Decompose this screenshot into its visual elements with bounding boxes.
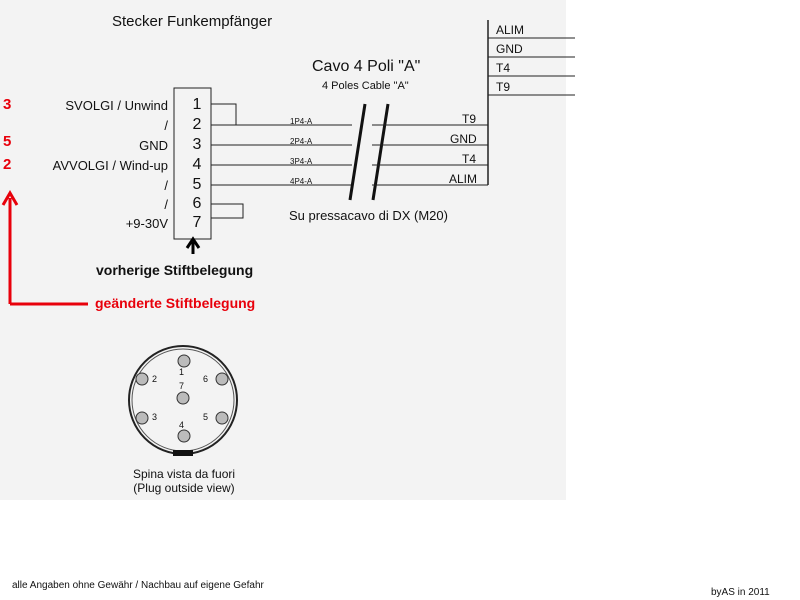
plug-pin-7 (177, 392, 189, 404)
plug-number-6: 6 (203, 374, 209, 384)
wire-signal-3: T4 (462, 152, 477, 166)
pin-number-4: 4 (192, 156, 202, 173)
new-pin-number-4: 2 (3, 156, 12, 173)
wire-code-3: 3P4-A (290, 157, 313, 166)
pin-label-6: / (164, 197, 168, 212)
pin-number-1: 1 (192, 96, 202, 113)
plug-pin-1 (178, 355, 190, 367)
terminal-label-1: ALIM (496, 23, 525, 37)
wire-signal-1: T9 (462, 112, 477, 126)
wire-code-2: 2P4-A (290, 137, 313, 146)
wire-path-1 (211, 104, 352, 125)
pin-number-3: 3 (192, 136, 202, 153)
plug-number-7: 7 (179, 381, 185, 391)
plug-pin-5 (216, 412, 228, 424)
pin-label-3: GND (139, 138, 168, 153)
pin-number-5: 5 (192, 176, 202, 193)
terminal-label-4: T9 (496, 80, 511, 94)
pin-label-1: SVOLGI / Unwind (65, 98, 168, 113)
plug-number-2: 2 (152, 374, 158, 384)
cable-note: Su pressacavo di DX (M20) (289, 208, 448, 223)
legend-previous: vorherige Stiftbelegung (96, 262, 254, 278)
plug-caption-line2: (Plug outside view) (133, 481, 235, 495)
pin-number-2: 2 (192, 116, 202, 133)
wire-signal-2: GND (450, 132, 477, 146)
cable-subtitle: 4 Poles Cable "A" (322, 80, 409, 92)
pin-number-7: 7 (192, 214, 202, 231)
plug-pin-4 (178, 430, 190, 442)
wire-code-4: 4P4-A (290, 177, 313, 186)
plug-caption-line1: Spina vista da fuori (132, 467, 236, 481)
footer-credit: byAS in 2011 (711, 587, 770, 598)
wire-link-6-7 (211, 204, 243, 218)
terminal-label-3: T4 (496, 61, 511, 75)
wire-signal-4: ALIM (449, 172, 478, 186)
legend-changed: geänderte Stiftbelegung (95, 295, 256, 311)
pin-label-4: AVVOLGI / Wind-up (52, 158, 168, 173)
pin-label-5: / (164, 178, 168, 193)
wire-code-1: 1P4-A (290, 117, 313, 126)
new-pin-number-1: 3 (3, 96, 12, 113)
plug-number-3: 3 (152, 412, 158, 422)
cable-break-right (373, 104, 388, 200)
plug-number-4: 4 (179, 420, 185, 430)
plug-key (173, 450, 193, 456)
page-title: Stecker Funkempfänger (112, 13, 273, 30)
terminal-label-2: GND (496, 42, 523, 56)
cable-break-left (350, 104, 365, 200)
plug-number-1: 1 (179, 367, 185, 377)
plug-pin-3 (136, 412, 148, 424)
pin-label-7: +9-30V (125, 216, 168, 231)
footer-disclaimer: alle Angaben ohne Gewähr / Nachbau auf eigene Gefahr (12, 580, 264, 591)
plug-pin-6 (216, 373, 228, 385)
pin-label-2: / (164, 118, 168, 133)
plug-pin-2 (136, 373, 148, 385)
cable-title: Cavo 4 Poli "A" (312, 58, 421, 75)
new-pin-number-3: 5 (3, 133, 12, 150)
plug-number-5: 5 (203, 412, 209, 422)
pin-number-6: 6 (192, 195, 202, 212)
